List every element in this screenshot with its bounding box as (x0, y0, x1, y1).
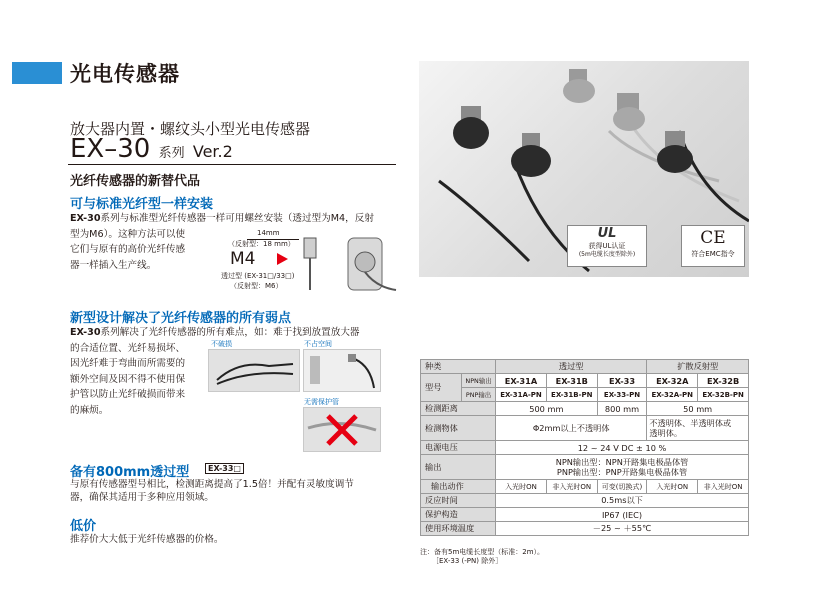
object-through: Φ2mm以上不透明体 (496, 416, 647, 441)
section1-line4: 器一样插入生产线。 (70, 259, 157, 271)
through-note: 透过型 (EX-31□/33□) (221, 272, 295, 280)
section2-line6: 的麻烦。 (70, 404, 109, 416)
ul-text: 获得UL认证 (588, 242, 626, 250)
action-cell: 非入光时ON (698, 480, 749, 494)
product-subtitle: 放大器内置・螺纹头小型光电传感器 (70, 120, 311, 138)
no-tube-shape (304, 408, 380, 451)
response-value: 0.5ms以下 (496, 494, 749, 508)
model-cell: EX-31A-PN (496, 388, 547, 402)
reflect-sensor-shape (355, 252, 375, 272)
mounting-diagram (296, 232, 406, 298)
ul-note: (5m电缆长度型除外) (578, 251, 636, 258)
section3-text (70, 478, 405, 504)
range-31: 500 mm (496, 402, 598, 416)
through-header: 透过型 (496, 360, 647, 374)
sensor-4-shape (613, 93, 645, 131)
ul-cert-box (567, 225, 647, 267)
table-note-1: 注：备有5m电缆长度型（标准：2m）。 (420, 548, 545, 556)
object-label: 检测物体 (421, 416, 496, 441)
table-note-2: ［EX-33 (-PN) 除外］ (432, 557, 503, 565)
object-diffuse-line1: 不透明体、半透明体或 (649, 418, 732, 428)
sensor-2-shape (511, 133, 551, 177)
section4-heading: 低价 (70, 519, 97, 534)
bent-sensor-shape (209, 350, 299, 391)
section1-model: EX-30 (70, 213, 101, 224)
range-32: 50 mm (647, 402, 749, 416)
model-cell: EX-32A-PN (647, 388, 698, 402)
no-space-photo (303, 349, 381, 392)
voltage-value: 12 ~ 24 V DC ± 10 % (496, 441, 749, 455)
voltage-label: 电源电压 (421, 441, 496, 455)
section2-line5: 护管以防止光纤破损而带来 (70, 389, 186, 400)
protection-label: 保护构造 (421, 508, 496, 522)
range-label: 检测距离 (421, 402, 496, 416)
model-cell: EX-31A (496, 374, 547, 388)
no-tube-photo (303, 407, 381, 452)
label-no-damage: 不破损 (211, 340, 232, 348)
ul-logo: UL (597, 226, 617, 241)
sensor-head-shape (304, 238, 316, 258)
model-series: 系列 (158, 146, 185, 161)
action-label: 输出动作 (421, 480, 496, 494)
compact-mount-shape (304, 350, 380, 391)
object-diffuse (647, 416, 749, 441)
label-no-space: 不占空间 (304, 340, 332, 348)
action-cell: 非入光时ON (546, 480, 597, 494)
sensor-1-shape (453, 106, 489, 149)
action-cell: 入光时ON (496, 480, 547, 494)
ce-text: 符合EMC指令 (691, 250, 735, 258)
reflect-note: （反射型：M6） (230, 282, 283, 290)
section1-heading: 可与标准光纤型一样安装 (70, 197, 214, 212)
sensor-5-shape (657, 131, 693, 173)
ex33-tag: EX-33□ (205, 463, 244, 474)
section2-heading: 新型设计解决了光纤传感器的所有弱点 (70, 311, 292, 326)
model-name: EX–30 (70, 134, 151, 164)
section4-text: 推荐价大大低于光纤传感器的价格。 (70, 534, 224, 545)
section3-heading: 备有800mm透过型 (70, 465, 190, 480)
protection-value: IP67 (IEC) (496, 508, 749, 522)
response-label: 反应时间 (421, 494, 496, 508)
pnp-label: PNP输出 (462, 388, 496, 402)
model-version: Ver.2 (192, 142, 233, 161)
output-pnp: PNP输出型：PNP开路集电极晶体管 (556, 467, 688, 477)
spec-table (420, 359, 749, 536)
title-underline (68, 164, 396, 165)
ce-logo: CE (700, 228, 726, 248)
header-accent-bar (12, 62, 62, 84)
product-photo (419, 61, 749, 277)
replacement-heading: 光纤传感器的新替代品 (70, 174, 201, 189)
model-cell: EX-31B (546, 374, 597, 388)
output-value (496, 455, 749, 480)
temp-value: －25 ~ ＋55℃ (496, 522, 749, 536)
model-cell: EX-32B (698, 374, 749, 388)
section1-line3: 它们与原有的高价光纤传感 (70, 244, 186, 255)
section3-line1: 与原有传感器型号相比，检测距离提高了1.5倍！并配有灵敏度调节 (70, 479, 354, 490)
section2-line1: 系列解决了光纤传感器的所有难点，如：难于找到放置放大器 (100, 327, 360, 338)
thread-size-m4: M4 (230, 249, 256, 269)
model-cell: EX-32B-PN (698, 388, 749, 402)
range-33: 800 mm (597, 402, 647, 416)
temp-label: 使用环境温度 (421, 522, 496, 536)
model-cell: EX-33-PN (597, 388, 647, 402)
sensor-3-shape (563, 69, 595, 103)
ce-cert-box (681, 225, 745, 267)
model-label: 型号 (421, 374, 462, 402)
dim-reflect: （反射型：18 mm） (228, 240, 295, 248)
section1-line2: 型为M6）。这种方法可以使 (70, 228, 186, 240)
object-diffuse-line2: 透明体。 (649, 428, 683, 438)
type-label: 种类 (421, 360, 496, 374)
section2-line3: 因光纤难于弯曲而所需要的 (70, 358, 186, 369)
section2-line2: 的合适位置、光纤易损坏、 (70, 342, 186, 354)
action-cell: 可变(切换式) (597, 480, 647, 494)
dim-14mm: 14mm (257, 229, 280, 237)
label-no-tube: 无需保护管 (304, 398, 339, 406)
action-cell: 入光时ON (647, 480, 698, 494)
output-npn: NPN输出型：NPN开路集电极晶体管 (555, 457, 689, 467)
section2-model: EX-30 (70, 327, 101, 338)
section1-line1: 系列与标准型光纤传感器一样可用螺丝安装（透过型为M4，反射 (100, 213, 374, 224)
section3-line2: 器，确保其适用于多种应用领域。 (70, 492, 214, 503)
diffuse-header: 扩散反射型 (647, 360, 749, 374)
model-cell: EX-32A (647, 374, 698, 388)
model-cell: EX-33 (597, 374, 647, 388)
arrow-icon (277, 253, 288, 265)
npn-label: NPN输出 (462, 374, 496, 388)
page-title: 光电传感器 (70, 62, 180, 86)
model-cell: EX-31B-PN (546, 388, 597, 402)
output-label: 输出 (421, 455, 496, 480)
section2-line4: 额外空间及因不得不使用保 (70, 373, 186, 385)
no-damage-photo (208, 349, 300, 392)
